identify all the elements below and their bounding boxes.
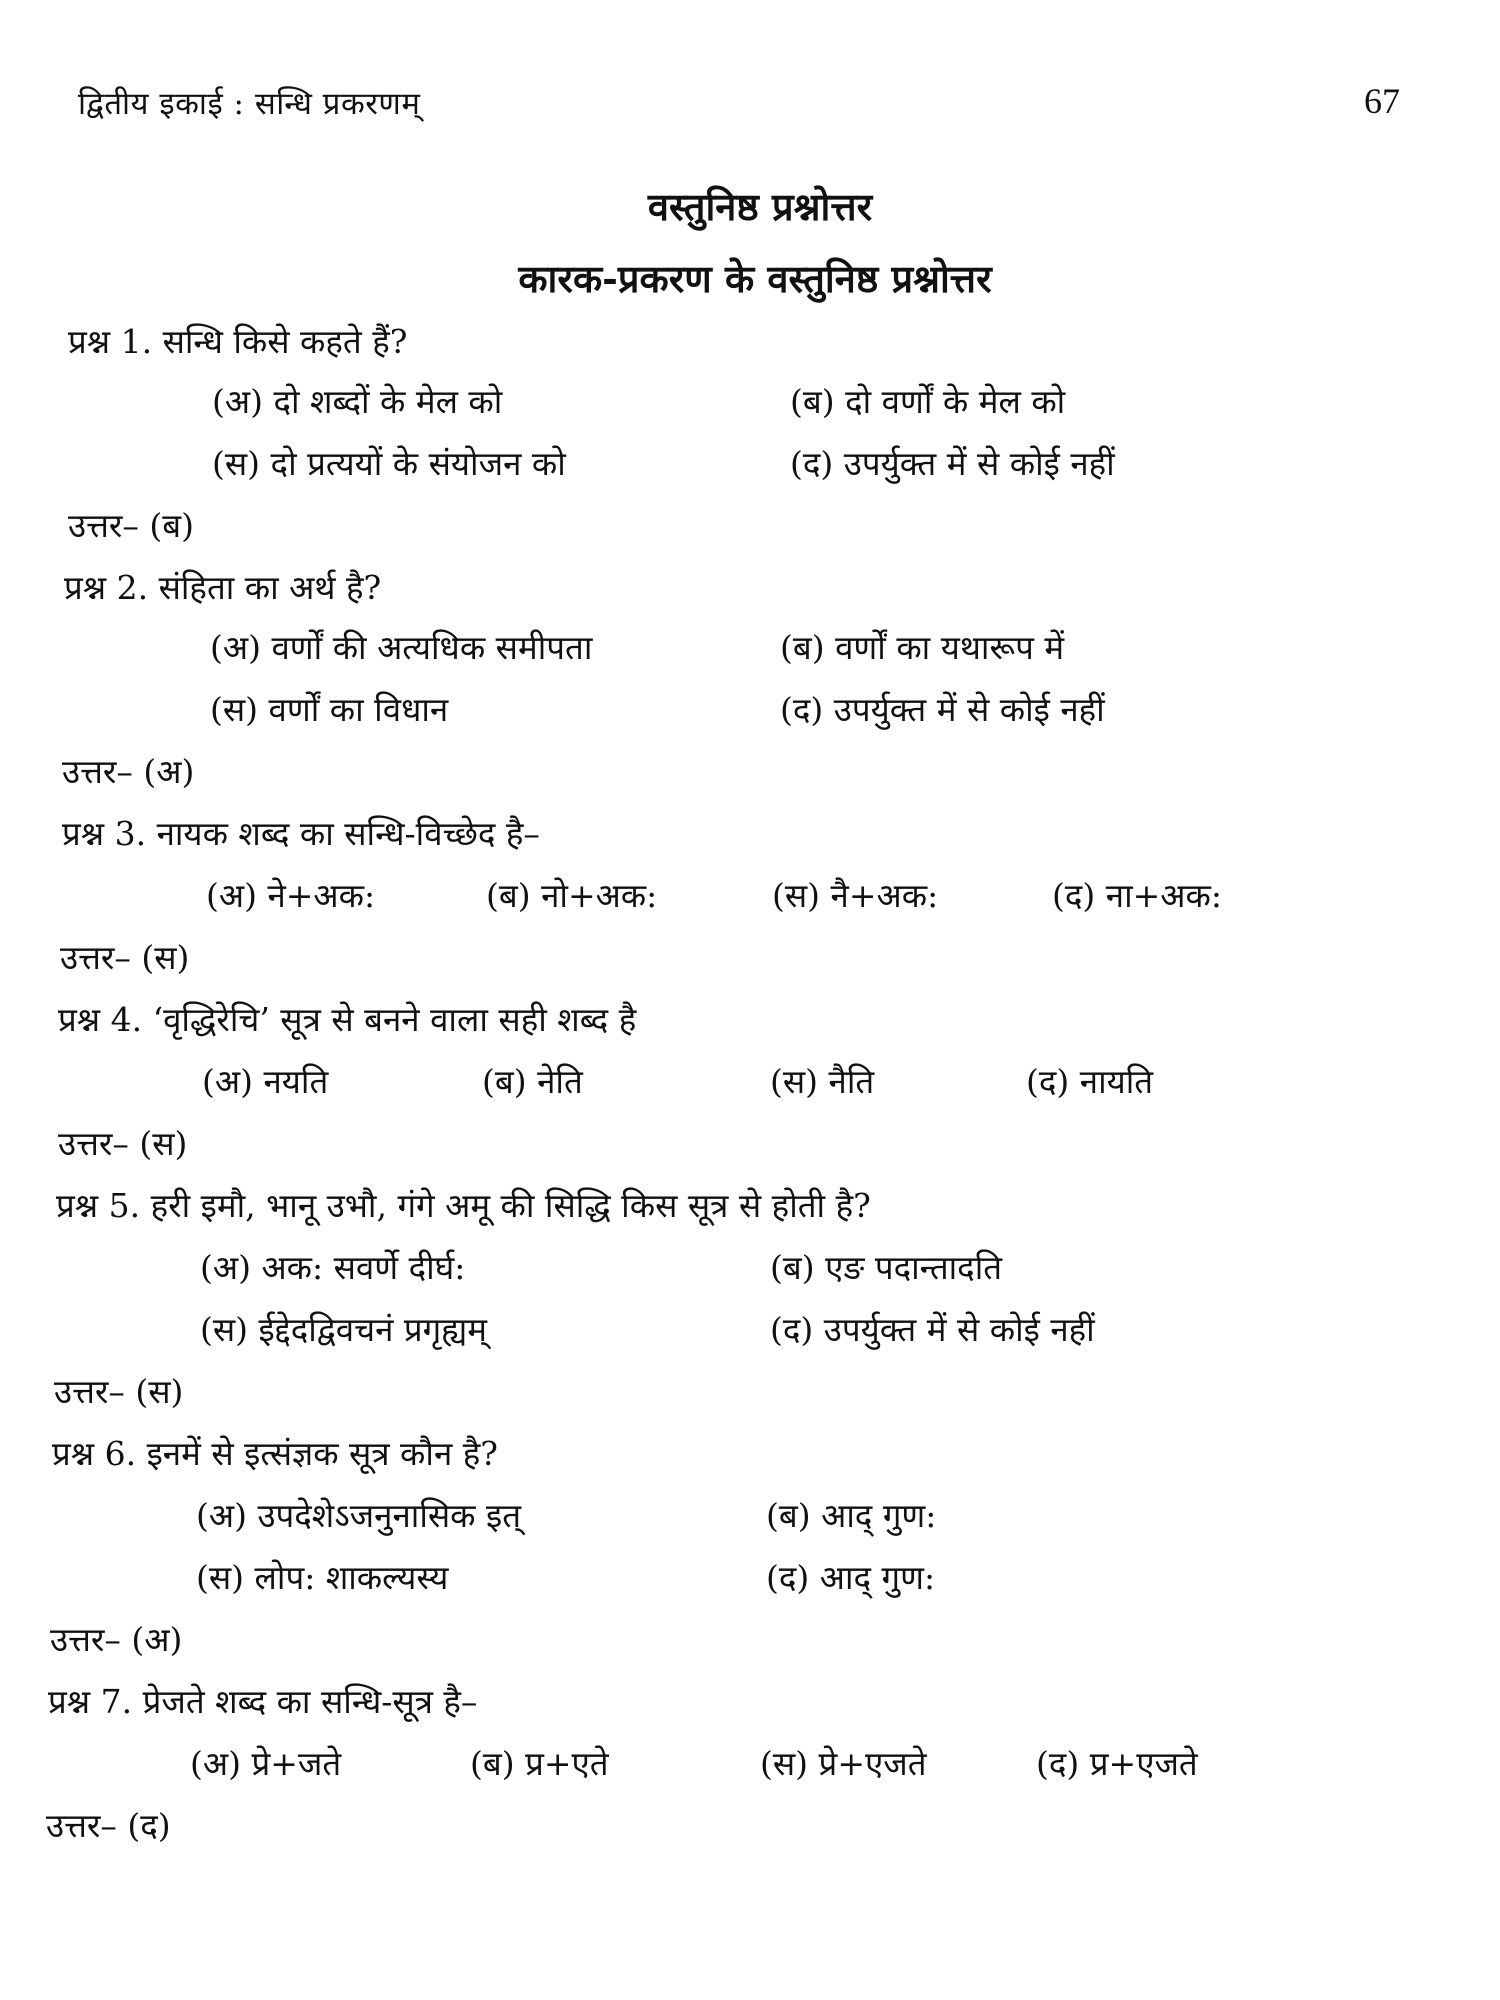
page-number: 67 — [1364, 81, 1400, 121]
q7-option-a: (अ) प्रे+जते — [190, 1744, 342, 1783]
question-3: प्रश्न 3. नायक शब्द का सन्धि-विच्छेद है– — [62, 814, 540, 853]
q3-option-d: (द) ना+अक: — [1052, 876, 1222, 915]
q3-answer: उत्तर– (स) — [60, 938, 190, 977]
question-4: प्रश्न 4. ‘वृद्धिरेचि’ सूत्र से बनने वाला सही शब्द है — [58, 1000, 637, 1039]
q5-option-c: (स) ईद्देदद्विवचनं प्रगृह्यम् — [200, 1310, 487, 1349]
q1-answer: उत्तर– (ब) — [68, 506, 194, 545]
q6-option-a: (अ) उपदेशेऽजनुनासिक इत् — [196, 1496, 522, 1535]
question-2: प्रश्न 2. संहिता का अर्थ है? — [64, 568, 382, 607]
q7-option-d: (द) प्र+एजते — [1036, 1744, 1198, 1783]
q7-option-b: (ब) प्र+एते — [470, 1744, 609, 1783]
q5-option-d: (द) उपर्युक्त में से कोई नहीं — [770, 1310, 1095, 1349]
q1-option-c: (स) दो प्रत्ययों के संयोजन को — [212, 444, 566, 483]
q5-answer: उत्तर– (स) — [54, 1372, 184, 1411]
question-1: प्रश्न 1. सन्धि किसे कहते हैं? — [68, 322, 408, 361]
q2-option-a: (अ) वर्णों की अत्यधिक समीपता — [210, 628, 593, 667]
q6-option-d: (द) आद् गुण: — [766, 1558, 936, 1597]
q4-option-d: (द) नायति — [1026, 1062, 1154, 1101]
q3-option-b: (ब) नो+अक: — [486, 876, 658, 915]
question-7: प्रश्न 7. प्रेजते शब्द का सन्धि-सूत्र है– — [48, 1682, 478, 1721]
q7-answer: उत्तर– (द) — [46, 1806, 171, 1845]
q7-option-c: (स) प्रे+एजते — [760, 1744, 927, 1783]
section-subtitle: कारक-प्रकरण के वस्तुनिष्ठ प्रश्नोत्तर — [518, 256, 992, 301]
q3-option-a: (अ) ने+अक: — [206, 876, 376, 915]
question-6: प्रश्न 6. इनमें से इत्संज्ञक सूत्र कौन है? — [52, 1434, 498, 1473]
q1-option-a: (अ) दो शब्दों के मेल को — [212, 382, 503, 421]
section-title: वस्तुनिष्ठ प्रश्नोत्तर — [647, 184, 873, 229]
q6-option-c: (स) लोप: शाकल्यस्य — [196, 1558, 449, 1597]
q2-option-c: (स) वर्णों का विधान — [210, 690, 449, 729]
q2-option-d: (द) उपर्युक्त में से कोई नहीं — [780, 690, 1105, 729]
q4-option-b: (ब) नेति — [482, 1062, 583, 1101]
q1-option-d: (द) उपर्युक्त में से कोई नहीं — [790, 444, 1115, 483]
q2-option-b: (ब) वर्णों का यथारूप में — [780, 628, 1065, 667]
q4-option-a: (अ) नयति — [202, 1062, 329, 1101]
q6-answer: उत्तर– (अ) — [50, 1620, 183, 1659]
q3-option-c: (स) नै+अक: — [772, 876, 939, 915]
running-head: द्वितीय इकाई : सन्धि प्रकरणम् — [78, 86, 421, 122]
q4-answer: उत्तर– (स) — [58, 1124, 188, 1163]
question-5: प्रश्न 5. हरी इमौ, भानू उभौ, गंगे अमू की सिद्धि किस सूत्र से होती है? — [56, 1186, 871, 1225]
q6-option-b: (ब) आद् गुण: — [766, 1496, 937, 1535]
q5-option-b: (ब) एङ पदान्तादति — [770, 1248, 1003, 1287]
q1-option-b: (ब) दो वर्णों के मेल को — [790, 382, 1066, 421]
q2-answer: उत्तर– (अ) — [62, 752, 195, 791]
q4-option-c: (स) नैति — [770, 1062, 875, 1101]
q5-option-a: (अ) अक: सवर्णे दीर्घ: — [200, 1248, 466, 1287]
